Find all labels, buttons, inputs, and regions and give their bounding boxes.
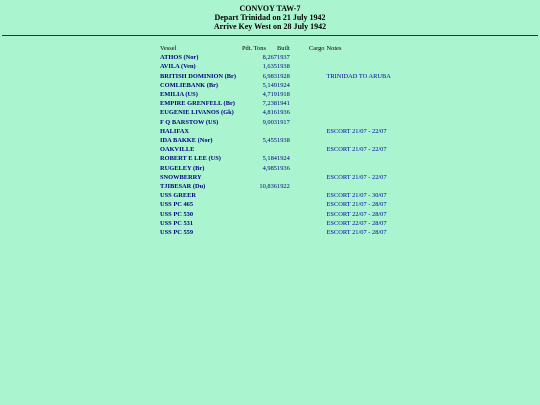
gross-tons: 4,719 [262,91,277,99]
gross-tons: 7,238 [262,100,277,108]
cargo [309,228,327,237]
year-built: 1922 [277,183,290,191]
cargo [309,210,327,219]
year-built [277,191,309,200]
vessel-name: AVILA (Ven) [160,63,196,71]
year-built: 1936 [277,164,290,172]
year-built [277,219,309,228]
notes [327,62,407,71]
year-built [277,228,309,237]
column-header-notes: Notes [326,45,342,52]
vessel-name: SNOWBERRY [160,173,202,181]
vessel-name: OAKVILLE [160,146,195,154]
table-row [160,81,407,90]
notes [327,136,407,145]
gross-tons: 5,455 [262,137,277,145]
table-row [160,182,407,191]
gross-tons [242,173,277,182]
cargo [309,127,327,136]
column-header-cargo: Cargo [309,45,325,52]
vessel-name: EMPIRE GRENFELL (Br) [160,100,235,108]
notes [327,90,407,99]
year-built: 1937 [277,54,290,62]
vessel-name: ATHOS (Nor) [160,54,199,62]
cargo [309,72,327,81]
gross-tons [242,228,277,237]
arrive-line: Arrive Key West on 28 July 1942 [213,22,327,31]
cargo [309,53,327,62]
table-row [160,118,407,127]
cargo [309,200,327,209]
cargo [309,90,327,99]
cargo [309,173,327,182]
notes: ESCORT 21/07 - 28/07 [326,201,387,209]
table-row [160,210,407,219]
table-body [160,53,407,237]
year-built [277,200,309,209]
notes [327,182,407,191]
gross-tons: 8,267 [262,54,277,62]
convoy-table [160,44,407,237]
gross-tons: 6,983 [262,72,277,80]
vessel-name: IDA BAKKE (Nor) [160,137,213,145]
table-row [160,53,407,62]
notes [327,164,407,173]
notes [327,99,407,108]
vessel-name: USS PC 465 [160,201,194,209]
gross-tons [242,219,277,228]
cargo [309,191,327,200]
cargo [309,62,327,71]
vessel-name: USS GREER [160,192,197,200]
cargo [309,108,327,117]
gross-tons [242,127,277,136]
cargo [309,219,327,228]
vessel-name: USS PC 531 [160,219,194,227]
gross-tons [242,145,277,154]
table-row [160,99,407,108]
table-row [160,228,407,237]
vessel-name: BRITISH DOMINION (Br) [160,72,236,80]
vessel-name: ROBERT E LEE (US) [160,155,221,163]
vessel-name: F Q BARSTOW (US) [160,118,219,126]
gross-tons: 5,149 [262,81,277,89]
notes [327,53,407,62]
year-built [277,127,309,136]
column-header-built: Built [277,45,290,52]
notes: ESCORT 21/07 - 22/07 [326,146,387,154]
convoy-title: CONVOY TAW-7 [239,4,301,13]
gross-tons: 1,635 [262,63,277,71]
table-row [160,108,407,117]
notes [327,81,407,90]
notes: ESCORT 21/07 - 28/07 [326,229,387,237]
gross-tons: 5,184 [262,155,277,163]
cargo [309,154,327,163]
cargo [309,182,327,191]
notes: ESCORT 21/07 - 22/07 [326,173,387,181]
notes: ESCORT 22/07 - 28/07 [326,210,387,218]
vessel-name: EMILIA (US) [160,91,198,99]
vessel-name: COMLIEBANK (Br) [160,81,219,89]
table-row [160,72,407,81]
gross-tons: 4,985 [262,164,277,172]
cargo [309,81,327,90]
gross-tons: 4,816 [262,109,277,117]
year-built: 1928 [277,72,290,80]
cargo [309,118,327,127]
table-row [160,173,407,182]
notes [327,118,407,127]
year-built: 1924 [277,155,290,163]
table-row [160,154,407,163]
notes: TRINIDAD TO ARUBA [326,72,391,80]
notes: ESCORT 22/07 - 28/07 [326,219,387,227]
table-row [160,200,407,209]
cargo [309,145,327,154]
table-row [160,219,407,228]
year-built: 1936 [277,109,290,117]
table-row [160,90,407,99]
year-built [277,173,309,182]
year-built [277,145,309,154]
depart-line: Depart Trinidad on 21 July 1942 [214,13,326,22]
table-row [160,62,407,71]
year-built: 1938 [277,137,290,145]
column-header-tons: Pdt. Tons [242,45,266,52]
table-row [160,164,407,173]
vessel-name: EUGENIE LIVANOS (Gk) [160,109,234,117]
year-built: 1941 [277,100,290,108]
year-built [277,210,309,219]
vessel-name: USS PC 559 [160,229,194,237]
year-built: 1917 [277,118,290,126]
cargo [309,164,327,173]
gross-tons [242,191,277,200]
convoy-header [0,0,540,31]
table-header-row [160,44,407,53]
notes: ESCORT 21/07 - 22/07 [326,127,387,135]
cargo [309,136,327,145]
vessel-name: USS PC 530 [160,210,194,218]
year-built: 1938 [277,63,290,71]
column-header-vessel: Vessel [160,45,177,52]
vessel-name: HALIFAX [160,127,189,135]
year-built: 1918 [277,91,290,99]
table-row [160,145,407,154]
table-row [160,127,407,136]
cargo [309,99,327,108]
year-built: 1924 [277,81,290,89]
gross-tons: 9,003 [262,118,277,126]
vessel-name: RUGELEY (Br) [160,164,205,172]
vessel-name: TJIBESAR (Du) [160,183,206,191]
horizontal-rule [2,35,538,36]
gross-tons [242,200,277,209]
table-row [160,136,407,145]
table-row [160,191,407,200]
notes [327,154,407,163]
gross-tons: 10,836 [259,183,277,191]
notes [327,108,407,117]
gross-tons [242,210,277,219]
notes: ESCORT 21/07 - 30/07 [326,192,387,200]
